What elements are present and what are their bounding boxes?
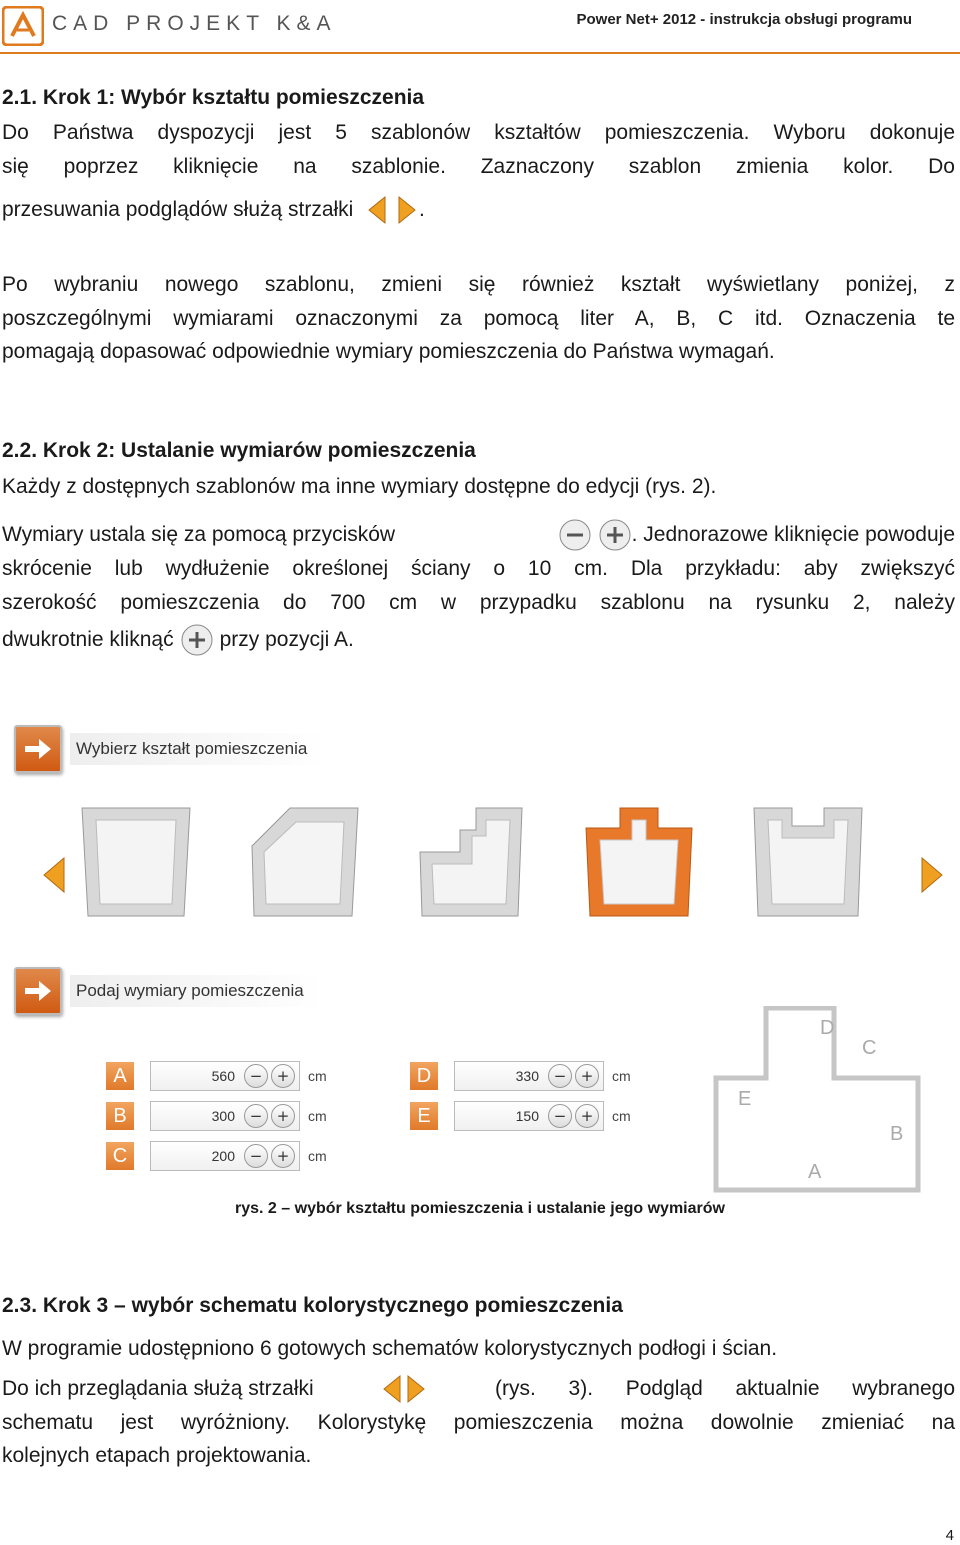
text-line [2, 623, 955, 657]
plan-label-c: C [862, 1037, 877, 1059]
inline-buttons [558, 518, 955, 552]
next-shape-arrow-icon[interactable] [920, 856, 944, 894]
dimension-unit: cm [612, 1068, 631, 1084]
arrow-right-icon [404, 1374, 428, 1404]
dimension-value[interactable]: 330 [515, 1068, 539, 1084]
arrow-right-icon [23, 978, 53, 1004]
header-divider [0, 52, 960, 54]
page-number: 4 [945, 1527, 954, 1544]
text-line: Po wybraniu nowego szablonu, zmieni się również kształt wyświetlany poniżej, z [2, 273, 955, 296]
document-title: Power Net+ 2012 - instrukcja obsługi programu [576, 11, 912, 28]
figure-caption: rys. 2 – wybór kształtu pomieszczenia i ustalanie jego wymiarów [235, 1200, 725, 1217]
section-1-paragraph-1 [2, 116, 955, 227]
dimension-letter: D [410, 1062, 438, 1090]
dimension-letter: B [106, 1102, 134, 1130]
minus-circle-icon [558, 518, 592, 552]
text-fragment: Do ich przeglądania służą strzałki [2, 1377, 314, 1400]
dimension-letter: A [106, 1062, 134, 1090]
dimension-unit: cm [612, 1108, 631, 1124]
text-line: Do Państwa dyspozycji jest 5 szablonów kształtów pomieszczenia. Wyboru dokonuje [2, 121, 955, 144]
room-shape-rectangle[interactable] [80, 806, 192, 918]
shape-selection-banner [14, 724, 327, 774]
dimension-row-a [106, 1060, 327, 1092]
text-fragment: . [419, 198, 425, 221]
section-heading-2-1: 2.1. Krok 1: Wybór kształtu pomieszczenia [2, 86, 425, 109]
decrease-button[interactable]: − [244, 1104, 268, 1128]
inline-arrows [380, 1374, 428, 1404]
text-line [2, 518, 955, 552]
text-fragment: Wymiary ustala się za pomocą przycisków [2, 523, 396, 547]
company-logo-icon [2, 6, 44, 46]
arrow-right-icon [395, 195, 419, 225]
dimension-value[interactable]: 200 [211, 1148, 235, 1164]
text-line: skrócenie lub wydłużenie określonej ściany o 10 cm. Dla przykładu: aby zwiększyć [2, 557, 955, 580]
arrow-right-icon [23, 736, 53, 762]
dimension-unit: cm [308, 1148, 327, 1164]
section-heading-2-3: 2.3. Krok 3 – wybór schematu kolorystycznego pomieszczenia [2, 1294, 623, 1317]
arrow-left-icon [365, 195, 389, 225]
dimension-field[interactable] [150, 1141, 300, 1171]
plan-label-d: D [820, 1017, 835, 1039]
plan-label-a: A [808, 1161, 822, 1183]
dimension-field[interactable] [454, 1061, 604, 1091]
room-shape-t-selected[interactable] [584, 806, 696, 918]
step-arrow-button[interactable] [14, 725, 62, 773]
text-line: się poprzez kliknięcie na szablonie. Zaznaczony szablon zmienia kolor. Do [2, 154, 955, 178]
room-shape-cut-corner[interactable] [248, 806, 360, 918]
increase-button[interactable]: + [271, 1064, 295, 1088]
plus-circle-icon [598, 518, 632, 552]
prev-shape-arrow-icon[interactable] [42, 856, 66, 894]
section-3-paragraph-1: W programie udostępniono 6 gotowych schematów kolorystycznych podłogi i ścian. [2, 1337, 778, 1360]
dimension-value[interactable]: 150 [515, 1108, 539, 1124]
dimension-row-b [106, 1100, 327, 1132]
brand-name: CAD PROJEKT K&A [52, 12, 337, 35]
banner-label: Wybierz kształt pomieszczenia [70, 733, 327, 765]
section-1-paragraph-2 [2, 268, 955, 369]
decrease-button[interactable]: − [548, 1104, 572, 1128]
section-3-paragraph-2 [2, 1372, 955, 1473]
section-heading-2-2: 2.2. Krok 2: Ustalanie wymiarów pomieszczenia [2, 439, 476, 462]
text-line [2, 1372, 955, 1406]
text-line: szerokość pomieszczenia do 700 cm w przypadku szablonu na rysunku 2, należy [2, 590, 955, 614]
dimension-letter: E [410, 1102, 438, 1130]
dimension-field[interactable] [150, 1101, 300, 1131]
dimension-row-c [106, 1140, 327, 1172]
dimension-unit: cm [308, 1068, 327, 1084]
plan-label-e: E [738, 1088, 752, 1110]
text-fragment: . Jednorazowe kliknięcie powoduje [631, 523, 955, 547]
dimension-field[interactable] [150, 1061, 300, 1091]
increase-button[interactable]: + [575, 1104, 599, 1128]
decrease-button[interactable]: − [244, 1064, 268, 1088]
room-shape-l[interactable] [416, 806, 528, 918]
text-line [2, 193, 955, 227]
section-2-paragraph-2 [2, 518, 955, 657]
plus-circle-icon [180, 623, 214, 657]
dimension-value[interactable]: 300 [211, 1108, 235, 1124]
increase-button[interactable]: + [575, 1064, 599, 1088]
text-fragment: przesuwania podglądów służą strzałki [2, 198, 354, 221]
room-floor-plan [712, 1006, 922, 1194]
text-fragment: przy pozycji A. [219, 628, 354, 652]
decrease-button[interactable]: − [244, 1144, 268, 1168]
text-line: pomagają dopasować odpowiednie wymiary pomieszczenia do Państwa wymagań. [2, 340, 775, 363]
room-shape-u[interactable] [752, 806, 864, 918]
arrow-left-icon [380, 1374, 404, 1404]
dimension-letter: C [106, 1142, 134, 1170]
step-arrow-button[interactable] [14, 967, 62, 1015]
dimensions-banner [14, 966, 324, 1016]
plan-label-b: B [890, 1123, 904, 1145]
dimension-unit: cm [308, 1108, 327, 1124]
section-2-paragraph-1: Każdy z dostępnych szablonów ma inne wymiary dostępne do edycji (rys. 2). [2, 475, 717, 498]
text-fragment: dwukrotnie kliknąć [2, 628, 174, 652]
text-line: kolejnych etapach projektowania. [2, 1444, 312, 1467]
dimension-field[interactable] [454, 1101, 604, 1131]
dimension-value[interactable]: 560 [211, 1068, 235, 1084]
increase-button[interactable]: + [271, 1144, 295, 1168]
increase-button[interactable]: + [271, 1104, 295, 1128]
text-line: schematu jest wyróżniony. Kolorystykę pomieszczenia można dowolnie zmieniać na [2, 1410, 955, 1434]
text-line: poszczególnymi wymiarami oznaczonymi za pomocą liter A, B, C itd. Oznaczenia te [2, 306, 955, 330]
banner-label: Podaj wymiary pomieszczenia [70, 975, 324, 1007]
text-fragment: (rys. 3). Podgląd aktualnie wybranego [495, 1377, 955, 1400]
dimension-row-e [410, 1100, 631, 1132]
decrease-button[interactable]: − [548, 1064, 572, 1088]
dimension-row-d [410, 1060, 631, 1092]
